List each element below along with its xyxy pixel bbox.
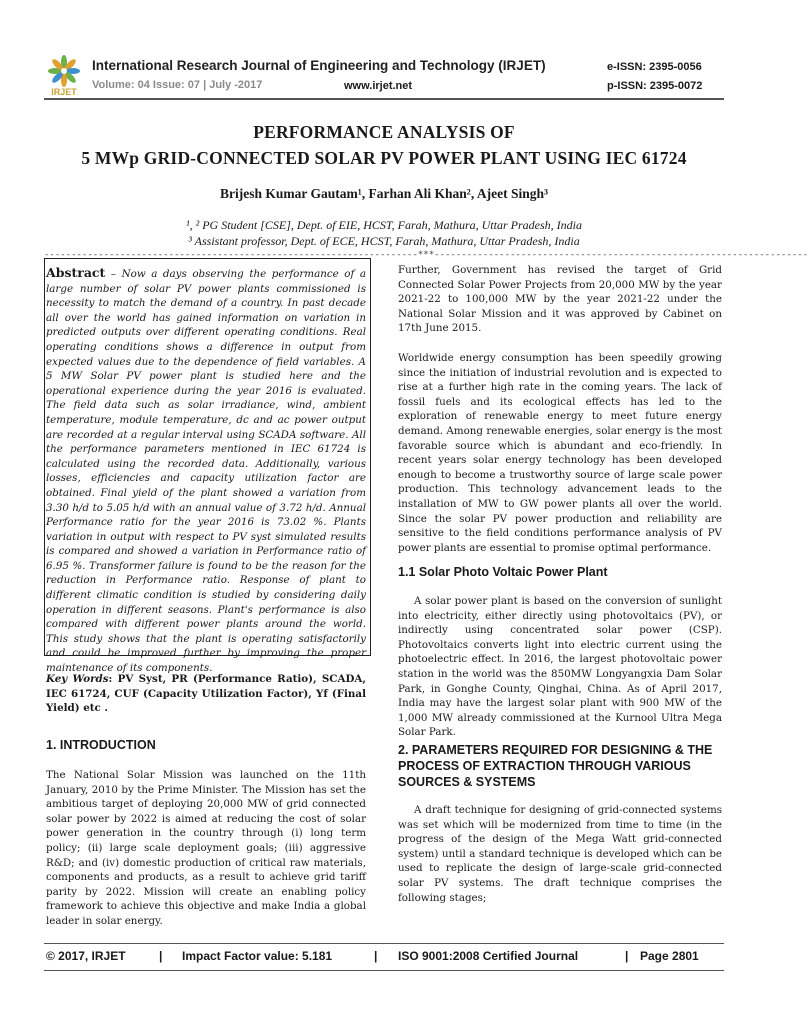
keywords-label: Key Words bbox=[46, 673, 109, 685]
irjet-logo bbox=[44, 55, 84, 97]
footer-copyright: © 2017, IRJET bbox=[46, 949, 126, 963]
volume-info: Volume: 04 Issue: 07 | July -2017 bbox=[92, 79, 263, 91]
right-para-3: A solar power plant is based on the conversion of sunlight into electricity, either directly using photovoltaics (PV), or indirectly using concentrated solar power (CSP). Photovoltaics converts light into electric current using the photoelectric effect. In 2016, the largest photovoltaic power station in the world was the 850MW Longyangxia Dam Solar Park, in Gonghe County, Qinghai, China. As of April 2017, India may have the largest solar plant with 900 MW of the 1,000 MW already commissioned at the Kurnool Ultra Mega Solar Park. bbox=[398, 595, 722, 739]
footer-divider: | bbox=[374, 949, 378, 963]
affiliation-2: ³ Assistant professor, Dept. of ECE, HCST, Farah, Mathura, Uttar Pradesh, India bbox=[188, 234, 580, 248]
footer-divider: | bbox=[625, 949, 629, 963]
section-1-1-heading: 1.1 Solar Photo Voltaic Power Plant bbox=[398, 565, 608, 579]
footer-impact: Impact Factor value: 5.181 bbox=[182, 949, 333, 963]
abstract-label: Abstract bbox=[46, 265, 106, 280]
svg-text:IRJET: IRJET bbox=[51, 87, 77, 97]
right-para-4: A draft technique for designing of grid-connected systems was set which will be modernized from time to time (in the progress of the design of the Mega Watt grid-connected system) until a standard technique is developed which can be used to replicate the design of large-scale grid-connected solar PV systems. The draft technique comprises the following stages; bbox=[398, 804, 722, 904]
abstract bbox=[46, 266, 366, 676]
p-issn: p-ISSN: 2395-0072 bbox=[607, 80, 703, 92]
keywords bbox=[46, 672, 366, 716]
authors: Brijesh Kumar Gautam¹, Farhan Ali Khan², Ajeet Singh³ bbox=[219, 186, 549, 201]
affiliation-1: ¹, ² PG Student [CSE], Dept. of EIE, HCST, Farah, Mathura, Uttar Pradesh, India bbox=[186, 218, 582, 232]
intro-paragraph: The National Solar Mission was launched on the 11th January, 2010 by the Prime Minister. The Mission has set the ambitious target of deploying 20,000 MW of grid connected solar power by 2022 is aimed at reducing the cost of solar power generation in the country through (i) long term policy; (ii) large scale deployment goals; (iii) aggressive R&D; and (iv) domestic production of critical raw materials, components and products, as a result to achieve grid tariff parity by 2022. Mission will create an enabling policy framework to achieve this objective and make India a global leader in solar energy. bbox=[46, 769, 366, 927]
footer-divider: | bbox=[159, 949, 163, 963]
header-rule bbox=[44, 98, 724, 100]
separator: ---------------------------------------------------------------------***--------------------------------------------------------------------- bbox=[44, 250, 808, 260]
intro-heading: 1. INTRODUCTION bbox=[46, 738, 156, 752]
footer-iso: ISO 9001:2008 Certified Journal bbox=[398, 949, 579, 963]
paper-title-line1: PERFORMANCE ANALYSIS OF bbox=[253, 122, 515, 142]
abstract-text: – Now a days observing the performance of a large number of solar PV power plants commissioned is necessity to match the demand of a country. In past decade all over the world has gained information on variation in predicted outputs over different operating conditions. Real operating conditions shows a difference in output from expected values due to the dependence of field variables. A 5 MW Solar PV power plant is studied here and the operational experience during the year 2016 is evaluated. The field data such as solar irradiance, wind, ambient temperature, module temperature, dc and ac power output are recorded at a regular interval using SCADA software. All the performance parameters mentioned in IEC 61724 is calculated using the recorded data. Additionally, various losses, efficiencies and capacity utilization factor are obtained. Final yield of the plant showed a variation from 3.30 h/d to 5.05 h/d with an annual value of 3.72 h/d. Annual Performance ratio for the year 2016 is 73.02 %. Plants variation in output with respect to PV syst simulated results is compared and showed a variation in Performance ratio of 6.95 %. Transformer failure is found to be the reason for the reduction in Performance ratio. Response of plant to different climatic condition is studied by considering daily operation in different seasons. Plant's performance is also compared with different power plants around the world. This study shows that the plant is operating satisfactorily and could be improved further by improving the proper maintenance of its components. bbox=[46, 268, 366, 675]
e-issn: e-ISSN: 2395-0056 bbox=[607, 61, 702, 73]
right-para-1: Further, Government has revised the target of Grid Connected Solar Power Projects from 20,000 MW by the year 2021-22 to 100,000 MW by the year 2021-22 under the National Solar Mission and it was approved by Cabinet on 17th June 2015. bbox=[398, 264, 722, 335]
keywords-text: : PV Syst, PR (Performance Ratio), SCADA, IEC 61724, CUF (Capacity Utilization Factor), Yf (Final Yield) etc . bbox=[46, 673, 366, 715]
paper-title-line2: 5 MWp GRID-CONNECTED SOLAR PV POWER PLANT USING IEC 61724 bbox=[81, 148, 687, 168]
section-2-heading: 2. PARAMETERS REQUIRED FOR DESIGNING & THE PROCESS OF EXTRACTION THROUGH VARIOUS SOURCES & SYSTEMS bbox=[398, 743, 713, 789]
journal-website[interactable]: www.irjet.net bbox=[344, 80, 413, 92]
footer-page: Page 2801 bbox=[640, 949, 699, 963]
journal-name: International Research Journal of Engineering and Technology (IRJET) bbox=[92, 58, 546, 73]
page-footer bbox=[44, 943, 724, 971]
right-para-2: Worldwide energy consumption has been speedily growing since the initiation of industrial revolution and is expected to rise at a further high rate in the coming years. The lack of fossil fuels and its ecological effects has led to the exploration of renewable energy to meet future energy demand. Among renewable energies, solar energy is the most favorable source which is abundant and eco-friendly. In recent years solar energy technology has been developed enough to become a trustworthy source of large scale power production. This technology advancement leads to the installation of MW to GW power plants all over the world. Since the solar PV power production and reliability are sensitive to the field conditions performance analysis of PV power plants are essential to promise optimal performance. bbox=[398, 352, 722, 554]
